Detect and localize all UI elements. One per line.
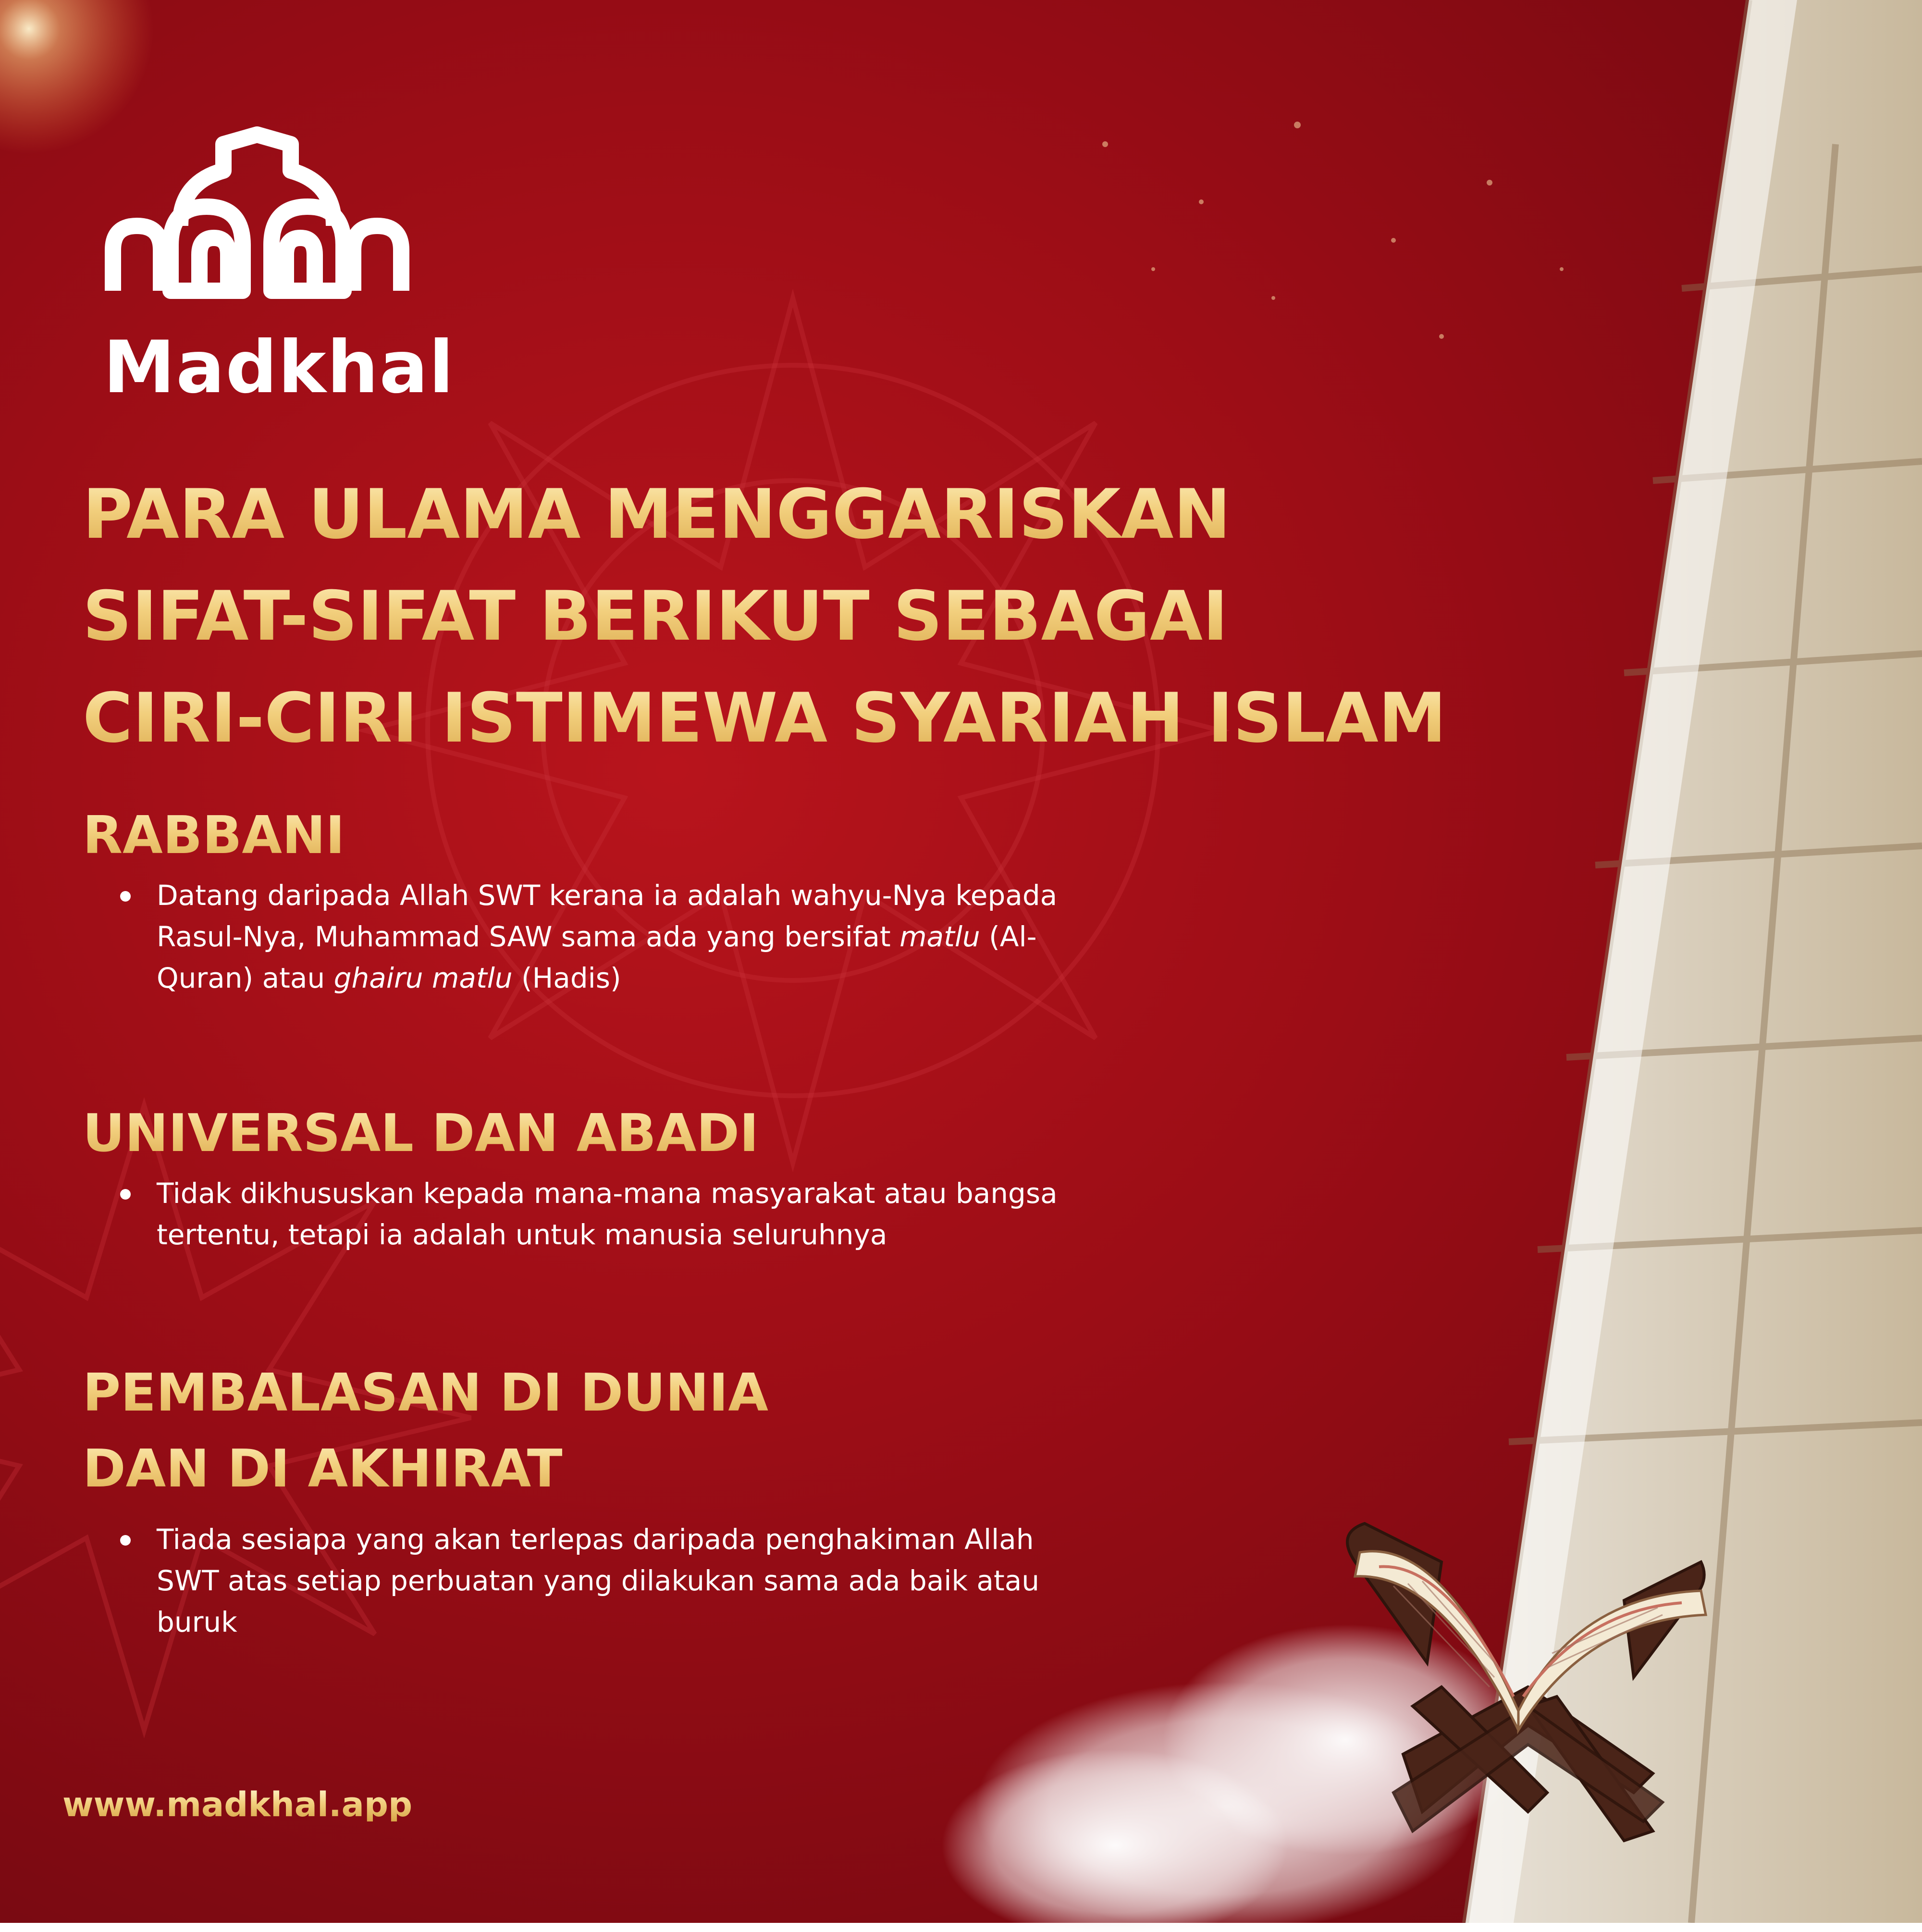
section-heading-pembalasan-line-1: PEMBALASAN DI DUNIA (83, 1355, 768, 1431)
website-link[interactable]: www.madkhal.app (62, 1785, 413, 1824)
bullet-universal (120, 1173, 1081, 1255)
bullet-dot (120, 1189, 131, 1200)
section-heading-rabbani: RABBANI (83, 798, 345, 874)
bullet-rabbani (120, 875, 1081, 999)
bullet-dot (120, 891, 131, 902)
title-line-2: SIFAT-SIFAT BERIKUT SEBAGAI (83, 566, 1620, 668)
page-title (83, 464, 1620, 769)
bullet-dot (120, 1535, 131, 1546)
quran-on-rehal-stand-icon (1326, 1504, 1720, 1860)
section-heading-universal: UNIVERSAL DAN ABADI (83, 1096, 759, 1172)
title-line-1: PARA ULAMA MENGGARISKAN (83, 464, 1620, 566)
brand-wordmark: Madkhal (103, 326, 455, 409)
bullet-text: Tidak dikhususkan kepada mana-mana masyarakat atau bangsa tertentu, tetapi ia adalah untuk manusia seluruhnya (157, 1177, 1058, 1251)
title-line-3: CIRI-CIRI ISTIMEWA SYARIAH ISLAM (83, 668, 1620, 769)
section-heading-pembalasan-line-2: DAN DI AKHIRAT (83, 1431, 563, 1507)
bullet-text: Tiada sesiapa yang akan terlepas daripada penghakiman Allah SWT atas setiap perbuatan yang dilakukan sama ada baik atau buruk (157, 1523, 1039, 1638)
bullet-text: Datang daripada Allah SWT kerana ia adalah wahyu-Nya kepada Rasul-Nya, Muhammad SAW sama ada yang bersifat matlu (Al-Quran) atau ghairu matlu (Hadis) (157, 879, 1058, 994)
